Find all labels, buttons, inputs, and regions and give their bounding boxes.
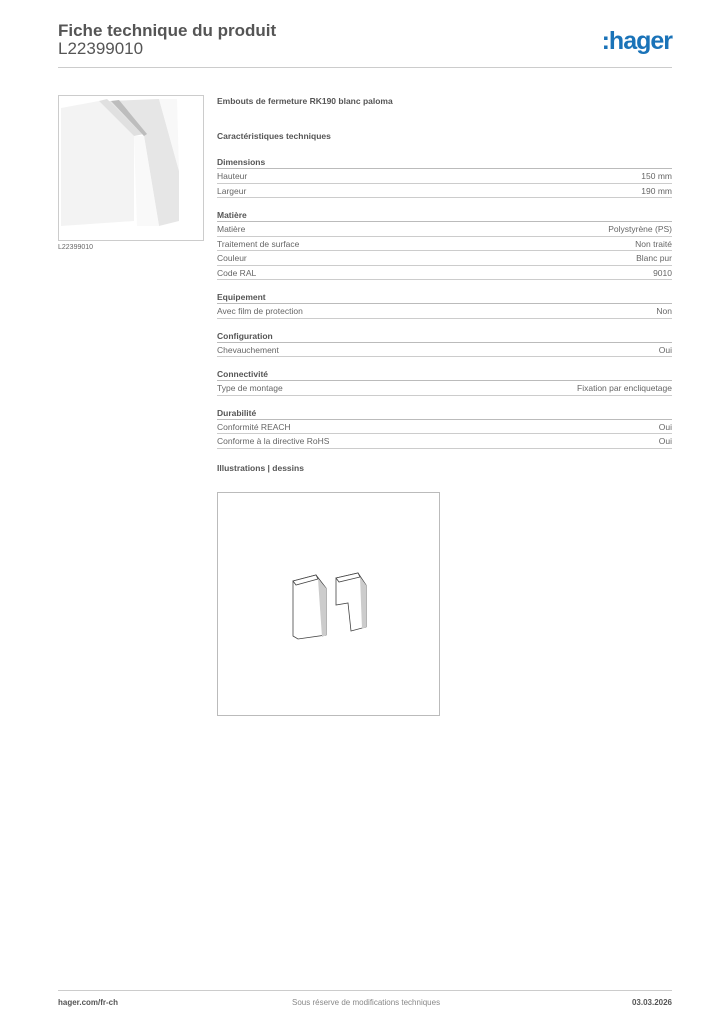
spec-label: Largeur bbox=[217, 185, 247, 196]
section-title: Durabilité bbox=[217, 407, 672, 420]
spec-value: Oui bbox=[658, 421, 672, 432]
section-title: Matière bbox=[217, 209, 672, 222]
product-name: Embouts de fermeture RK190 blanc paloma bbox=[217, 96, 393, 106]
spec-row bbox=[217, 420, 672, 435]
product-photo bbox=[58, 95, 204, 241]
spec-label: Conformité REACH bbox=[217, 421, 291, 432]
spec-section bbox=[217, 368, 672, 396]
photo-caption: L22399010 bbox=[58, 244, 94, 251]
spec-label: Hauteur bbox=[217, 171, 248, 181]
spec-row bbox=[217, 343, 672, 358]
spec-label: Couleur bbox=[217, 253, 247, 263]
header-divider bbox=[58, 67, 672, 68]
footer-divider bbox=[58, 990, 672, 991]
spec-section bbox=[217, 330, 672, 358]
spec-value: Non traité bbox=[635, 238, 672, 249]
spec-row bbox=[217, 434, 672, 449]
spec-row bbox=[217, 237, 672, 252]
product-reference: L22399010 bbox=[58, 39, 144, 58]
footer-notice: Sous réserve de modifications techniques bbox=[292, 998, 441, 1007]
spec-row bbox=[217, 304, 672, 319]
section-title: Equipement bbox=[217, 291, 672, 304]
spec-value: 9010 bbox=[653, 267, 672, 278]
spec-value: Oui bbox=[658, 436, 672, 446]
spec-section bbox=[217, 407, 672, 449]
spec-value: Oui bbox=[658, 344, 672, 355]
spec-value: Fixation par encliquetage bbox=[577, 383, 672, 393]
page-title: Fiche technique du produit bbox=[58, 21, 277, 40]
spec-value: Blanc pur bbox=[636, 253, 672, 263]
spec-section bbox=[217, 209, 672, 280]
footer-date: 03.03.2026 bbox=[631, 998, 672, 1007]
spec-row bbox=[217, 251, 672, 266]
spec-label: Traitement de surface bbox=[217, 238, 300, 249]
spec-label: Avec film de protection bbox=[217, 306, 303, 316]
spec-label: Matière bbox=[217, 224, 246, 234]
spec-section bbox=[217, 291, 672, 319]
characteristics-title: Caractéristiques techniques bbox=[217, 131, 331, 141]
spec-row bbox=[217, 222, 672, 237]
section-title: Configuration bbox=[217, 330, 672, 343]
spec-section bbox=[217, 156, 672, 198]
spec-label: Conforme à la directive RoHS bbox=[217, 436, 330, 446]
spec-label: Code RAL bbox=[217, 267, 257, 278]
spec-value: Non bbox=[656, 306, 672, 316]
hager-logo: :hager bbox=[601, 27, 672, 55]
spec-row bbox=[217, 184, 672, 199]
spec-value: 150 mm bbox=[641, 171, 672, 181]
illustrations-title: Illustrations | dessins bbox=[217, 462, 304, 473]
product-details bbox=[217, 96, 672, 473]
spec-row bbox=[217, 169, 672, 184]
spec-label: Chevauchement bbox=[217, 344, 279, 355]
spec-value: 190 mm bbox=[641, 185, 672, 196]
spec-row bbox=[217, 381, 672, 396]
spec-value: Polystyrène (PS) bbox=[608, 224, 672, 234]
spec-label: Type de montage bbox=[217, 383, 283, 393]
section-title: Dimensions bbox=[217, 156, 672, 169]
illustration-drawing bbox=[217, 492, 440, 716]
footer-website[interactable]: hager.com/fr-ch bbox=[58, 998, 119, 1007]
section-title: Connectivité bbox=[217, 368, 672, 381]
spec-row bbox=[217, 266, 672, 281]
